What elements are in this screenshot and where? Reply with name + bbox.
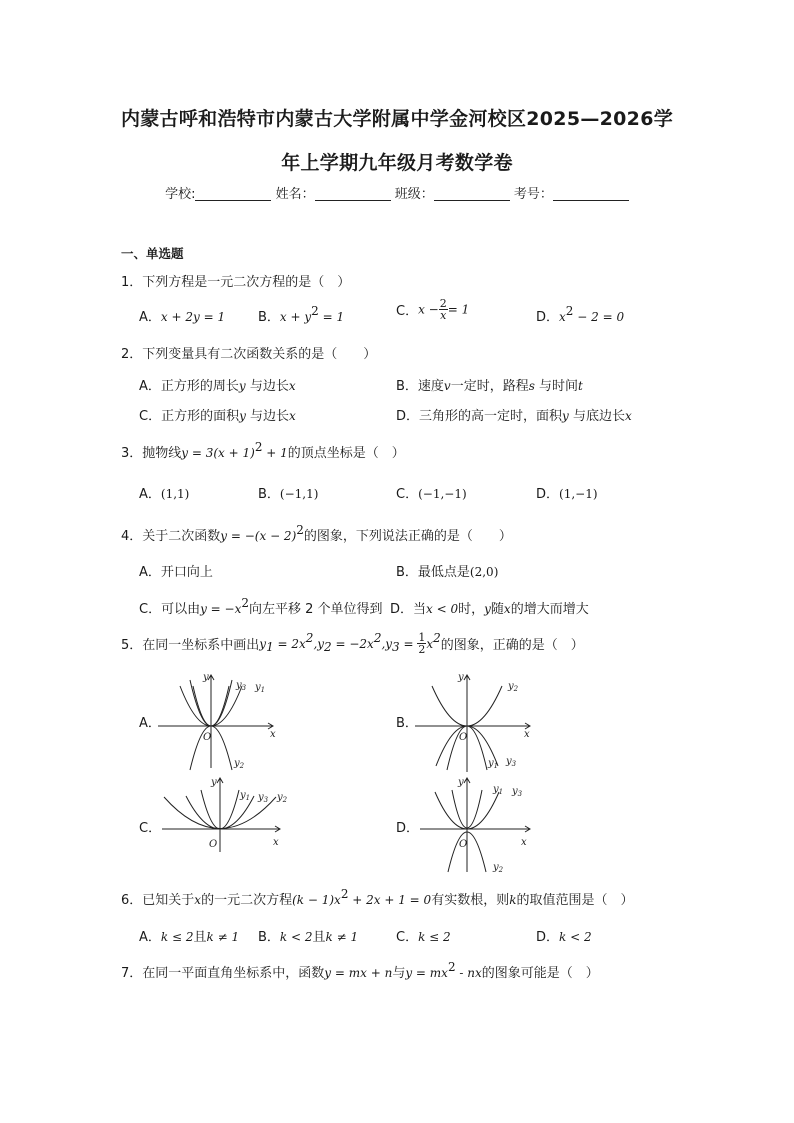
class-label: 班级：	[394, 187, 434, 202]
q2-option-a: A．正方形的周长y 与边长x	[139, 379, 296, 394]
fraction: $\frac{1}{2}$	[418, 631, 426, 656]
school-label: 学校:	[165, 187, 196, 202]
graph-curve-label: $y_2$	[277, 792, 288, 804]
q3-option-c: C．(−1,−1)	[396, 487, 467, 502]
question-4-stem: 4．关于二次函数$y = -(x - 2)^2$的图象，下列说法正确的是（ ）	[121, 523, 512, 544]
graph-origin-label: O	[203, 732, 212, 743]
fraction: $\frac{2}{x}$	[439, 297, 447, 322]
exam-title-line2: 年上学期九年级月考数学卷	[281, 152, 513, 174]
question-7-stem: 7．在同一平面直角坐标系中，函数y = mx + n与$y = mx^2$ - nx的图象可能是（ ）	[121, 960, 599, 981]
q4-option-d: D．当x < 0时，y随x的增大而增大	[390, 602, 589, 617]
graph-curve-label: $y_1$	[255, 682, 266, 694]
question-3-stem: 3．抛物线$y = 3(x + 1)^2 + 1$的顶点坐标是（ ）	[121, 440, 405, 461]
q2-option-b: B．速度v一定时，路程s 与时间t	[396, 379, 583, 394]
q4-option-a: A．开口向上	[139, 565, 213, 580]
q4-option-c: C．可以由$y = -x^2$向左平移 2 个单位得到	[139, 596, 383, 617]
name-label: 姓名：	[275, 187, 315, 202]
q6-option-d: D．k < 2	[536, 930, 592, 945]
graph-curve-label: $y_1$	[493, 784, 504, 796]
graph-curve-label: $y_3$	[236, 680, 247, 692]
q6-option-a: A．k ≤ 2且k ≠ 1	[139, 930, 240, 945]
graph-axis-y-label: y	[203, 672, 209, 683]
graph-curve-label: $y_2$	[508, 681, 519, 693]
graph-curve-label: $y_2$	[493, 862, 504, 874]
graph-axis-x-label: x	[270, 729, 276, 740]
graph-origin-label: O	[459, 732, 468, 743]
question-2-stem: 2．下列变量具有二次函数关系的是（ ）	[121, 347, 377, 362]
graph-axis-y-label: y	[211, 777, 217, 788]
q3-option-b: B．(−1,1)	[258, 487, 319, 502]
graph-axis-x-label: x	[524, 729, 530, 740]
graph-curve-label: $y_1$	[488, 758, 499, 770]
q1-option-a: A．x + 2y = 1	[139, 310, 226, 325]
q5-option-d-label: D．	[396, 821, 420, 836]
q6-option-c: C．k ≤ 2	[396, 930, 451, 945]
q2-option-c: C．正方形的面积y 与边长x	[139, 409, 296, 424]
graph-curve-label: $y_3$	[506, 756, 517, 768]
q5-option-b-label: B．	[396, 716, 418, 731]
graph-curve-label: $y_1$	[240, 790, 251, 802]
q1-option-b: B．$x + y^2 = 1$	[258, 304, 345, 325]
graph-origin-label: O	[209, 839, 218, 850]
q1-option-d: D．$x^2 - 2 = 0$	[536, 304, 625, 325]
question-6-stem: 6．已知关于x的一元二次方程$(k - 1)x^2 + 2x + 1 = 0$有实数根，则k的取值范围是（ ）	[121, 887, 634, 908]
q4-option-b: B．最低点是(2,0)	[396, 565, 499, 580]
graph-axis-y-label: y	[458, 672, 464, 683]
q3-option-d: D．(1,−1)	[536, 487, 598, 502]
exam-number-label: 考号：	[513, 187, 553, 202]
q2-option-d: D．三角形的高一定时，面积y 与底边长x	[396, 409, 632, 424]
q6-option-b: B．k < 2且k ≠ 1	[258, 930, 359, 945]
graph-curve-label: $y_2$	[234, 758, 245, 770]
q5-option-a-label: A．	[139, 716, 161, 731]
graph-axis-x-label: x	[273, 837, 279, 848]
q5-option-c-label: C．	[139, 821, 162, 836]
section-title: 一、单选题	[121, 246, 184, 261]
q3-option-a: A．(1,1)	[139, 487, 190, 502]
graph-origin-label: O	[459, 839, 468, 850]
question-1-stem: 1．下列方程是一元二次方程的是（ ）	[121, 275, 351, 290]
q1-option-c: C．x − $\frac{2}{x}$ = 1	[396, 297, 470, 322]
graph-axis-x-label: x	[521, 837, 527, 848]
exam-title-line1: 内蒙古呼和浩特市内蒙古大学附属中学金河校区2025—2026学	[120, 108, 674, 130]
question-5-stem: 5．在同一坐标系中画出$y_1 = 2x^2,y_2 = -2x^2,y_3$ = $\frac{1}{2}$ $x^2$的图象，正确的是（ ）	[121, 630, 584, 656]
graph-axis-y-label: y	[458, 777, 464, 788]
graph-curve-label: $y_3$	[258, 792, 269, 804]
graph-curve-label: $y_3$	[512, 786, 523, 798]
